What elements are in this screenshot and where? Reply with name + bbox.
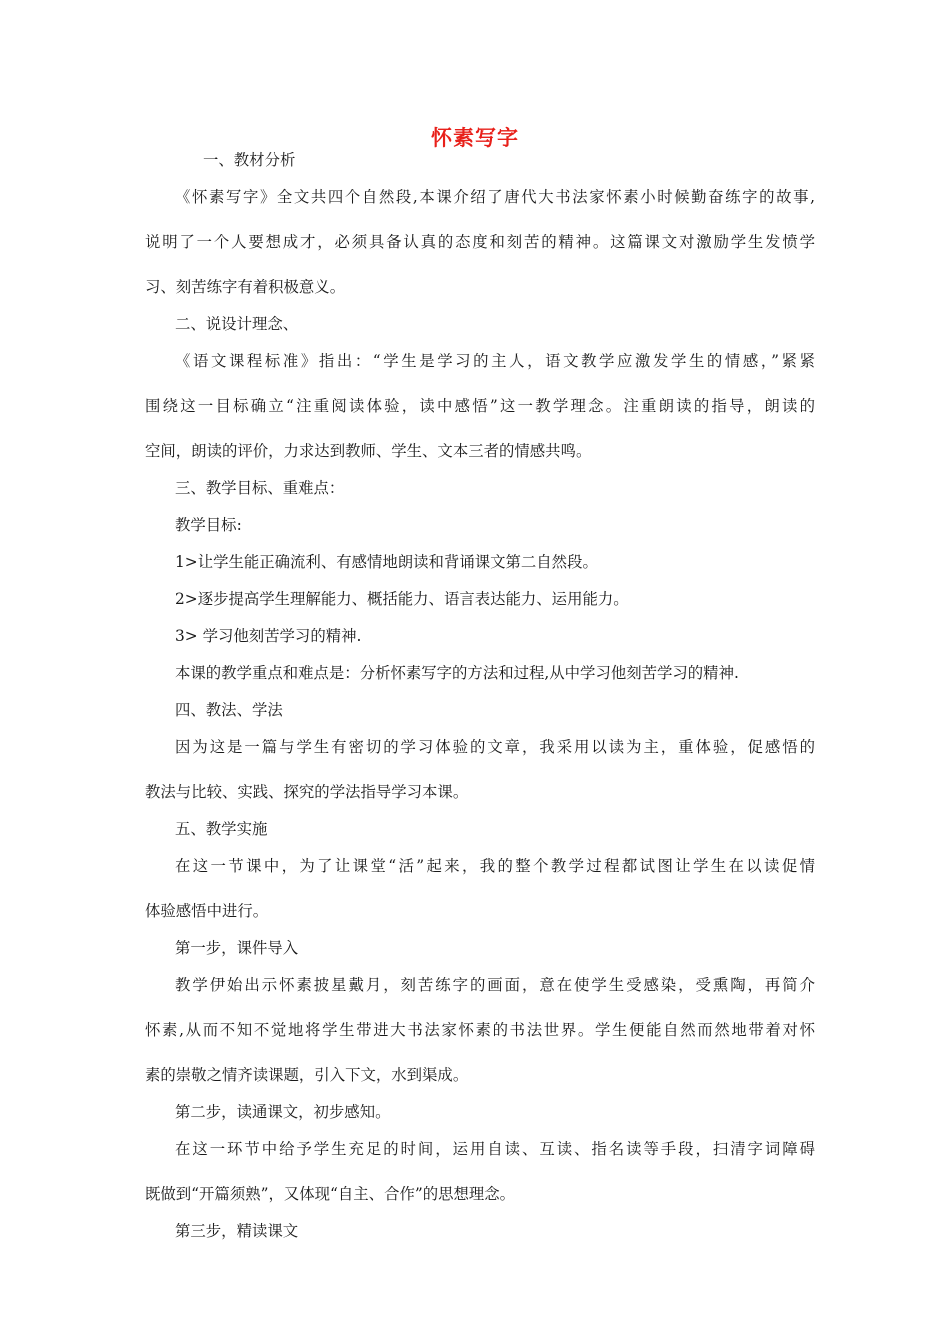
paragraph-line: 空间，朗读的评价，力求达到教师、学生、文本三者的情感共鸣。 — [145, 442, 592, 460]
section-heading-3: 三、教学目标、重难点： — [175, 479, 345, 497]
paragraph-line: 体验感悟中进行。 — [145, 902, 269, 920]
paragraph-line: 围绕这一目标确立“注重阅读体验，读中感悟”这一教学理念。注重朗读的指导，朗读的 — [145, 397, 815, 415]
paragraph-line: 说明了一个人要想成才，必须具备认真的态度和刻苦的精神。这篇课文对激励学生发愤学 — [145, 233, 815, 251]
section-heading-2: 二、说设计理念、 — [175, 315, 299, 333]
paragraph-line: 习、刻苦练字有着积极意义。 — [145, 278, 346, 296]
goal-item: 2>逐步提高学生理解能力、概括能力、语言表达能力、运用能力。 — [175, 590, 629, 608]
key-points: 本课的教学重点和难点是：分析怀素写字的方法和过程,从中学习他刻苦学习的精神. — [175, 664, 739, 682]
section-heading-1: 一、教材分析 — [203, 151, 296, 169]
paragraph-line: 怀素,从而不知不觉地将学生带进大书法家怀素的书法世界。学生便能自然而然地带着对怀 — [145, 1021, 815, 1039]
section-heading-5: 五、教学实施 — [175, 820, 268, 838]
paragraph-line: 因为这是一篇与学生有密切的学习体验的文章，我采用以读为主，重体验，促感悟的 — [175, 738, 815, 756]
paragraph-line: 在这一环节中给予学生充足的时间，运用自读、互读、指名读等手段，扫清字词障碍 — [175, 1140, 815, 1158]
paragraph-line: 在这一节课中，为了让课堂“活”起来，我的整个教学过程都试图让学生在以读促情 — [175, 857, 815, 875]
step-heading-3: 第三步，精读课文 — [175, 1222, 299, 1240]
paragraph-line: 素的崇敬之情齐读课题，引入下文，水到渠成。 — [145, 1066, 469, 1084]
goal-item: 3> 学习他刻苦学习的精神. — [175, 627, 362, 645]
paragraph-line: 《语文课程标准》指出：“学生是学习的主人，语文教学应激发学生的情感，”紧紧 — [175, 352, 815, 370]
step-heading-1: 第一步，课件导入 — [175, 939, 299, 957]
paragraph-line: 《怀素写字》全文共四个自然段,本课介绍了唐代大书法家怀素小时候勤奋练字的故事, — [175, 188, 815, 206]
goal-item: 1>让学生能正确流利、有感情地朗读和背诵课文第二自然段。 — [175, 553, 598, 571]
document-title: 怀素写字 — [431, 126, 519, 150]
paragraph-line: 既做到“开篇须熟”，又体现“自主、合作”的思想理念。 — [145, 1185, 516, 1203]
paragraph-line: 教学伊始出示怀素披星戴月，刻苦练字的画面，意在使学生受感染，受熏陶，再简介 — [175, 976, 815, 994]
section-heading-4: 四、教法、学法 — [175, 701, 283, 719]
goals-label: 教学目标: — [175, 516, 242, 534]
step-heading-2: 第二步，读通课文，初步感知。 — [175, 1103, 391, 1121]
paragraph-line: 教法与比较、实践、探究的学法指导学习本课。 — [145, 783, 469, 801]
document-body — [145, 148, 815, 1243]
